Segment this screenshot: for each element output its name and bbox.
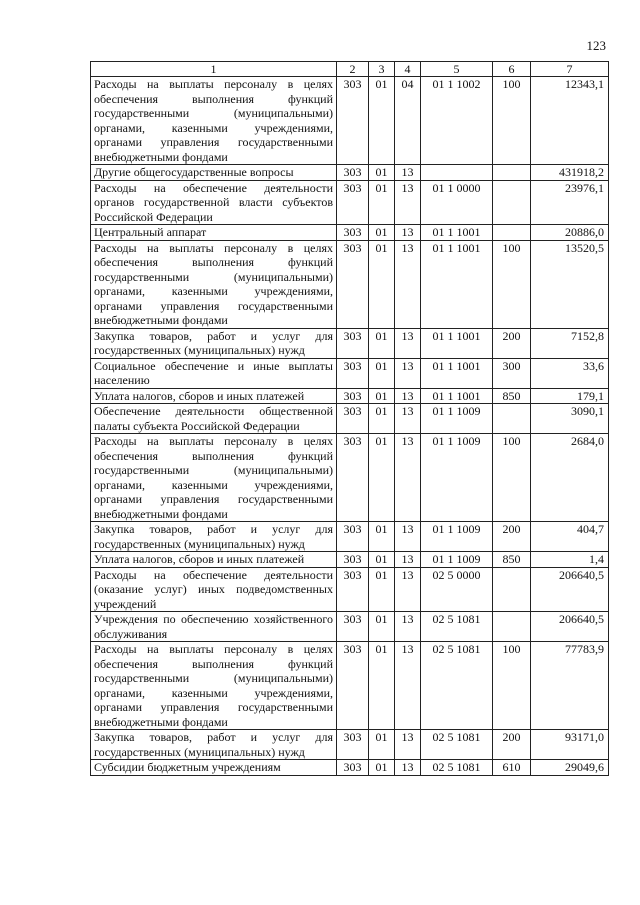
table-row — [91, 404, 609, 434]
table-row — [91, 552, 609, 568]
target-article-cell: 01 1 0000 — [421, 180, 493, 225]
section-cell: 01 — [369, 77, 395, 165]
amount-cell: 93171,0 — [531, 730, 609, 760]
table-body — [91, 77, 609, 776]
ministry-code-cell: 303 — [337, 180, 369, 225]
row-name-cell: Расходы на обеспечение деятельности органов государственной власти субъектов Российской Федерации — [91, 180, 337, 225]
section-cell: 01 — [369, 180, 395, 225]
subsection-cell: 13 — [395, 522, 421, 552]
ministry-code-cell: 303 — [337, 225, 369, 241]
expense-type-cell: 100 — [493, 240, 531, 328]
expense-type-cell — [493, 404, 531, 434]
table-row — [91, 567, 609, 612]
subsection-cell: 13 — [395, 404, 421, 434]
ministry-code-cell: 303 — [337, 358, 369, 388]
expense-type-cell — [493, 180, 531, 225]
amount-cell: 33,6 — [531, 358, 609, 388]
target-article-cell: 01 1 1001 — [421, 225, 493, 241]
budget-table — [90, 61, 609, 776]
amount-cell: 431918,2 — [531, 165, 609, 181]
table-row — [91, 760, 609, 776]
ministry-code-cell: 303 — [337, 760, 369, 776]
subsection-cell: 13 — [395, 225, 421, 241]
section-cell: 01 — [369, 388, 395, 404]
amount-cell: 23976,1 — [531, 180, 609, 225]
target-article-cell: 02 5 1081 — [421, 760, 493, 776]
expense-type-cell: 850 — [493, 388, 531, 404]
column-header: 4 — [395, 62, 421, 77]
header-row — [91, 62, 609, 77]
section-cell: 01 — [369, 225, 395, 241]
target-article-cell: 02 5 1081 — [421, 642, 493, 730]
expense-type-cell: 100 — [493, 434, 531, 522]
table-row — [91, 225, 609, 241]
section-cell: 01 — [369, 434, 395, 522]
subsection-cell: 13 — [395, 240, 421, 328]
target-article-cell: 01 1 1009 — [421, 552, 493, 568]
column-header: 1 — [91, 62, 337, 77]
subsection-cell: 13 — [395, 180, 421, 225]
table-row — [91, 240, 609, 328]
expense-type-cell — [493, 567, 531, 612]
expense-type-cell: 200 — [493, 730, 531, 760]
row-name-cell: Субсидии бюджетным учреждениям — [91, 760, 337, 776]
subsection-cell: 04 — [395, 77, 421, 165]
ministry-code-cell: 303 — [337, 328, 369, 358]
row-name-cell: Уплата налогов, сборов и иных платежей — [91, 388, 337, 404]
expense-type-cell: 200 — [493, 328, 531, 358]
section-cell: 01 — [369, 404, 395, 434]
amount-cell: 1,4 — [531, 552, 609, 568]
ministry-code-cell: 303 — [337, 730, 369, 760]
amount-cell: 404,7 — [531, 522, 609, 552]
table-row — [91, 328, 609, 358]
target-article-cell: 01 1 1001 — [421, 388, 493, 404]
table-row — [91, 388, 609, 404]
ministry-code-cell: 303 — [337, 522, 369, 552]
ministry-code-cell: 303 — [337, 165, 369, 181]
ministry-code-cell: 303 — [337, 77, 369, 165]
expense-type-cell — [493, 165, 531, 181]
row-name-cell: Другие общегосударственные вопросы — [91, 165, 337, 181]
ministry-code-cell: 303 — [337, 404, 369, 434]
expense-type-cell: 610 — [493, 760, 531, 776]
column-header: 7 — [531, 62, 609, 77]
section-cell: 01 — [369, 642, 395, 730]
section-cell: 01 — [369, 567, 395, 612]
target-article-cell: 01 1 1009 — [421, 522, 493, 552]
table-row — [91, 612, 609, 642]
amount-cell: 2684,0 — [531, 434, 609, 522]
row-name-cell: Обеспечение деятельности общественной палаты субъекта Российской Федерации — [91, 404, 337, 434]
expense-type-cell: 200 — [493, 522, 531, 552]
section-cell: 01 — [369, 358, 395, 388]
target-article-cell: 01 1 1002 — [421, 77, 493, 165]
column-header: 5 — [421, 62, 493, 77]
expense-type-cell: 850 — [493, 552, 531, 568]
subsection-cell: 13 — [395, 730, 421, 760]
subsection-cell: 13 — [395, 434, 421, 522]
expense-type-cell — [493, 225, 531, 241]
target-article-cell: 01 1 1001 — [421, 358, 493, 388]
table-row — [91, 434, 609, 522]
subsection-cell: 13 — [395, 358, 421, 388]
row-name-cell: Расходы на выплаты персоналу в целях обеспечения выполнения функций государственными (муниципальными) органами, казенными учреждениями, органами управления государственными внебюджетными фондами — [91, 434, 337, 522]
section-cell: 01 — [369, 240, 395, 328]
table-row — [91, 522, 609, 552]
subsection-cell: 13 — [395, 567, 421, 612]
column-header: 2 — [337, 62, 369, 77]
ministry-code-cell: 303 — [337, 434, 369, 522]
amount-cell: 179,1 — [531, 388, 609, 404]
ministry-code-cell: 303 — [337, 552, 369, 568]
row-name-cell: Центральный аппарат — [91, 225, 337, 241]
subsection-cell: 13 — [395, 552, 421, 568]
section-cell: 01 — [369, 165, 395, 181]
ministry-code-cell: 303 — [337, 642, 369, 730]
amount-cell: 3090,1 — [531, 404, 609, 434]
expense-type-cell: 300 — [493, 358, 531, 388]
section-cell: 01 — [369, 730, 395, 760]
target-article-cell: 01 1 1009 — [421, 434, 493, 522]
expense-type-cell — [493, 612, 531, 642]
subsection-cell: 13 — [395, 328, 421, 358]
subsection-cell: 13 — [395, 388, 421, 404]
row-name-cell: Закупка товаров, работ и услуг для государственных (муниципальных) нужд — [91, 328, 337, 358]
row-name-cell: Расходы на выплаты персоналу в целях обеспечения выполнения функций государственными (муниципальными) органами, казенными учреждениями, органами управления государственными внебюджетными фондами — [91, 77, 337, 165]
amount-cell: 206640,5 — [531, 567, 609, 612]
table-row — [91, 180, 609, 225]
target-article-cell: 01 1 1009 — [421, 404, 493, 434]
target-article-cell: 02 5 1081 — [421, 612, 493, 642]
target-article-cell: 02 5 0000 — [421, 567, 493, 612]
target-article-cell — [421, 165, 493, 181]
amount-cell: 206640,5 — [531, 612, 609, 642]
row-name-cell: Закупка товаров, работ и услуг для государственных (муниципальных) нужд — [91, 522, 337, 552]
subsection-cell: 13 — [395, 642, 421, 730]
row-name-cell: Расходы на выплаты персоналу в целях обеспечения выполнения функций государственными (муниципальными) органами, казенными учреждениями, органами управления государственными внебюджетными фондами — [91, 240, 337, 328]
amount-cell: 13520,5 — [531, 240, 609, 328]
page-number: 123 — [586, 38, 606, 53]
row-name-cell: Уплата налогов, сборов и иных платежей — [91, 552, 337, 568]
section-cell: 01 — [369, 328, 395, 358]
ministry-code-cell: 303 — [337, 240, 369, 328]
row-name-cell: Социальное обеспечение и иные выплаты населению — [91, 358, 337, 388]
amount-cell: 7152,8 — [531, 328, 609, 358]
amount-cell: 77783,9 — [531, 642, 609, 730]
section-cell: 01 — [369, 522, 395, 552]
ministry-code-cell: 303 — [337, 612, 369, 642]
section-cell: 01 — [369, 552, 395, 568]
target-article-cell: 01 1 1001 — [421, 328, 493, 358]
table-row — [91, 77, 609, 165]
subsection-cell: 13 — [395, 165, 421, 181]
amount-cell: 29049,6 — [531, 760, 609, 776]
table-row — [91, 165, 609, 181]
amount-cell: 12343,1 — [531, 77, 609, 165]
table-row — [91, 642, 609, 730]
row-name-cell: Расходы на выплаты персоналу в целях обеспечения выполнения функций государственными (муниципальными) органами, казенными учреждениями, органами управления государственными внебюджетными фондами — [91, 642, 337, 730]
target-article-cell: 01 1 1001 — [421, 240, 493, 328]
target-article-cell: 02 5 1081 — [421, 730, 493, 760]
ministry-code-cell: 303 — [337, 388, 369, 404]
amount-cell: 20886,0 — [531, 225, 609, 241]
table-row — [91, 358, 609, 388]
row-name-cell: Закупка товаров, работ и услуг для государственных (муниципальных) нужд — [91, 730, 337, 760]
row-name-cell: Учреждения по обеспечению хозяйственного обслуживания — [91, 612, 337, 642]
subsection-cell: 13 — [395, 612, 421, 642]
subsection-cell: 13 — [395, 760, 421, 776]
table-row — [91, 730, 609, 760]
ministry-code-cell: 303 — [337, 567, 369, 612]
section-cell: 01 — [369, 760, 395, 776]
expense-type-cell: 100 — [493, 642, 531, 730]
expense-type-cell: 100 — [493, 77, 531, 165]
column-header: 3 — [369, 62, 395, 77]
column-header: 6 — [493, 62, 531, 77]
section-cell: 01 — [369, 612, 395, 642]
row-name-cell: Расходы на обеспечение деятельности (оказание услуг) иных подведомственных учреждений — [91, 567, 337, 612]
